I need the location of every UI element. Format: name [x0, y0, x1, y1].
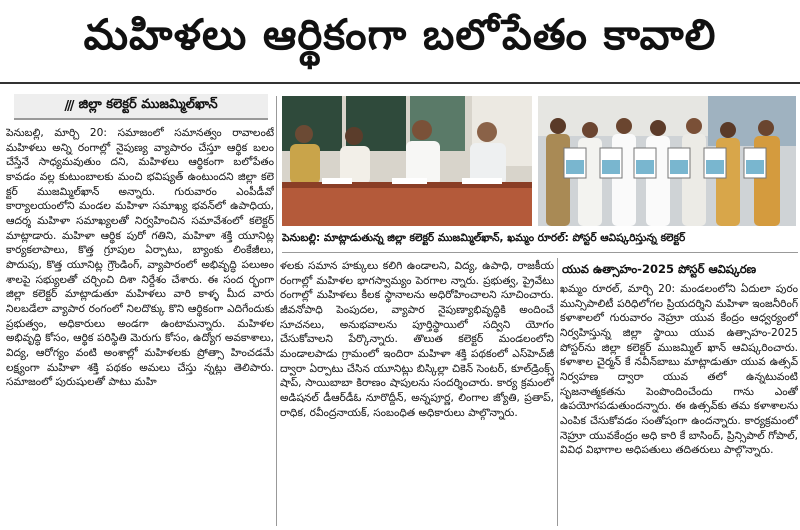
column-divider	[557, 258, 558, 526]
body-column-2: ళలకు సమాన హక్కులు కలిగి ఉండాలని, విద్య, ఉపాధి, రాజకీయ రంగాల్లో మహిళల భాగస్వామ్యం పెరగాల న్నారు. ప్రభుత్వ, ప్రైవేటు రంగాల్లో మహిళలు కీలక స్థానాలను అధిరోహించాలని సూచించారు. జీవనోపాధి పెంపుదల, వ్యాపార నైపుణ్యాభివృద్ధికి అందించే సూచనలు, అనుభవాలను పూర్తిస్థాయిలో సద్విని యోగం చేసుకోవాలని పేర్కొన్నారు. తొలుత కలెక్టర్ మండలంలోని మండాలపాడు గ్రామంలో ఇందిరా మహిళా శక్తి పథకంలో ఎస్‌హెచ్‌జీ ద్వారా ఏర్పాటు చేసిన యూనిట్లు బిస్కిల్లా చికెన్ సెంటర్, కూల్‌డ్రింక్స్ షాప్, సాయిబాబా కిరాణం షాపులను సందర్శించారు. కార్య క్రమంలో అడిషనల్ డీఆర్‌డీఓ నూరొద్దీన్, అన్నపూర్ణ, లింగాల జ్యోతి, ప్రతాప్, రాధిక, రవీంద్రనాయక్, సంబంధిత అధికారులు పాల్గొన్నారు.	[280, 260, 554, 419]
meeting-photo-illustration	[282, 96, 532, 226]
byline-box	[14, 94, 268, 120]
body-column-3: ఖమ్మం రూరల్, మార్చి 20: మండలంలోని ఏదులా పురం మున్సిపాలిటీ పరిధిలోగల ప్రియదర్శిని మహిళా ఇంజనీరింగ్ కళాశాలలో గురువారం నెహ్రూ యువ కేంద్రం ఆధ్వర్యంలో నిర్వహిస్తున్న జిల్లా స్థాయి యువ ఉత్సాహం-2025 పోస్టర్‌ను జిల్లా కలెక్టర్ ముజమ్మిల్ ఖాన్ ఆవిష్కరించారు. కళాశాల చైర్మన్ కే నవీన్‌బాబు మాట్లాడుతూ యువ ఉత్సవ్ నిర్వహణ ద్వారా యువ తలో ఉన్నటువంటి సృజనాత్మకతను పెంపొందించేందు గాను ఎంతో ఉపయోగపడుతుందన్నారు. ఈ ఉత్సవ్‌కు తమ కళాశాలను ఎంపిక చేసుకోవడం సంతోషంగా ఉందన్నారు. కార్యక్రమంలో నెహ్రూ యువకేంద్రం అధి కారి కే బాసింద్, ప్రిన్సిపాల్ గోపాల్, వివిధ విభాగాల అధిపతులు తదితరులు పాల్గొన్నారు.	[560, 283, 798, 457]
headline-rule	[0, 82, 800, 84]
subheadline: యువ ఉత్సాహం-2025 పోస్టర్ ఆవిష్కరణ	[562, 262, 757, 276]
body-column-1: పెనుబల్లి, మార్చి 20: సమాజంలో సమానత్వం రావాలంటే మహిళలు అన్ని రంగాల్లో నైపుణ్య వ్యాపారం చేస్తూ ఆర్థిక బలం చేస్తేనే సాధ్యమవుతుం దని, మహిళలు ఆర్థికంగా బలోపేతం కావడం వల్ల కుటుంబాలకు మంచి భవిష్యత్ ఉంటుందని జిల్లా కలె క్టర్ ముజమ్మిల్‌ఖాన్ అన్నారు. గురువారం ఎంపీడీవో కార్యాలయంలోని మండల మహిళా సమాఖ్య భవన్‌లో ఉపాధియ, ఆదర్శ మహిళా సమాఖ్యలతో నిర్వహించిన సమావేశంలో కలెక్టర్ మాట్లాడారు. మహిళా ఆర్థిక పురో గతిని, మహిళా శక్తి యూనిట్ల కార్యకలాపాలు, కొత్త గ్రూపుల ఏర్పాటు, బ్యాంకు లింకేజీలు, పొదుపు, కొత్త యూనిట్ల గ్రౌండింగ్, వ్యాపారంలో అభివృద్ధి పలుఅం శాలపై సభ్యులతో చర్చించి దిశా నిర్దేశం చేశారు. ఈ సంద ర్భంగా జిల్లా కలెక్టర్ మాట్లాడుతూ మహిళలు వారి కాళ్ళ మీద వారు నిలబడేలా వ్యాపార రంగంలో నిలదొక్కు కొని ఆర్థికంగా ఎదిగేందుకు ప్రభుత్వం, అధికారులు అండగా ఉంటామన్నారు. మహిళల అభివృద్ధి కోసం, ఆర్థిక పరిస్థితి మెరుగు కోసం, ఉద్యోగ అవకాశాలు, విద్య, ఆరోగ్యం వంటి అంశాల్లో మహిళలకు ప్రోత్సా హించడమే లక్ష్యంగా మహిళా శక్తి పథకం అమలు చేస్తు న్నట్లు తెలిపారు. సమాజంలో పురుషులతో పాటు మహి	[6, 127, 274, 389]
photo-meeting	[282, 96, 532, 226]
photo-poster-launch	[538, 96, 796, 226]
poster-launch-photo-illustration	[538, 96, 796, 226]
byline: జిల్లా కలెక్టర్ ముజమ్మిల్‌ఖాన్	[78, 97, 218, 112]
headline: మహిళలు ఆర్థికంగా బలోపేతం కావాలి	[83, 10, 717, 59]
photo-caption: పెనుబల్లి: మాట్లాడుతున్న జిల్లా కలెక్టర్ ముజమ్మిల్‌ఖాన్, ఖమ్మం రూరల్: పోస్టర్ ఆవిష్కరిస్తున్న కలెక్టర్	[282, 232, 686, 244]
column-divider	[276, 96, 277, 526]
caption-rule	[282, 252, 798, 253]
byline-slash-icon: ///	[64, 98, 73, 114]
